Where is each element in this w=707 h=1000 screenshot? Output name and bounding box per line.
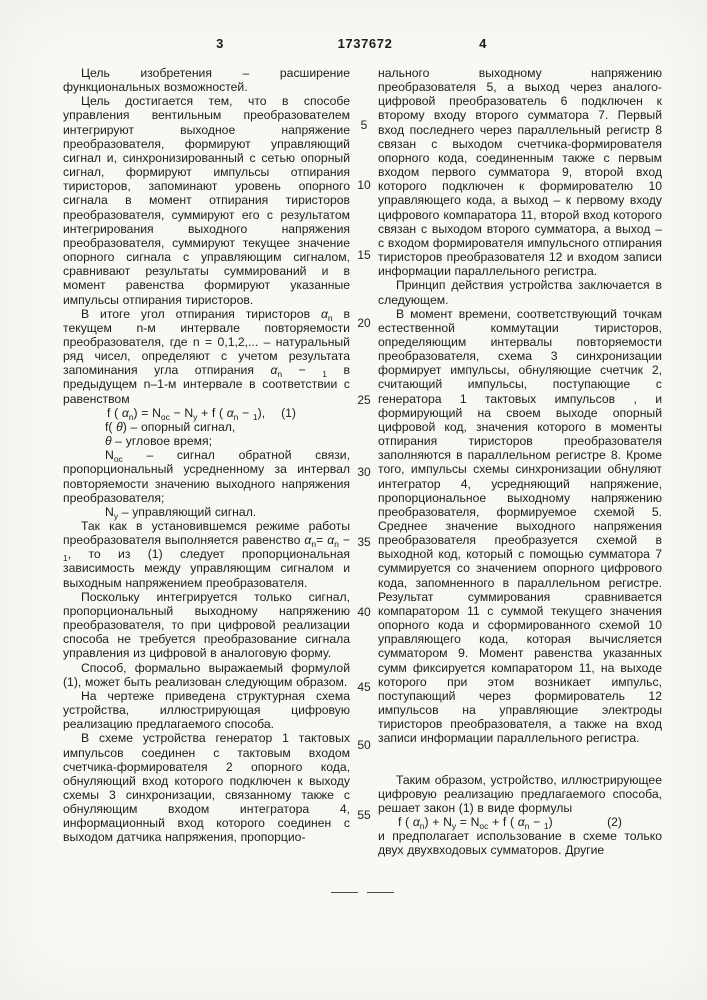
line-number: 40 bbox=[357, 605, 371, 619]
formula-body: f ( $\alpha_n) = N_{ос} - N_у + f$ ( $\alpha_n - _1$), bbox=[107, 405, 266, 422]
paragraph: В итоге угол отпирания тиристоров $\alpha_n$ в текущем n-м интервале повторяемости преобразователя, где n = 0,1,2,... – натуральный ряд чисел, определяют с учетом результата запоминания угла отпирания $\alpha_n - _1$ в предыдущем n–1-м интервале в соответствии с равенством bbox=[63, 306, 350, 406]
end-of-text-dash bbox=[367, 892, 394, 893]
formula-number: (1) bbox=[281, 405, 296, 420]
paragraph: Цель достигается тем, что в способе управления вентильным преобразователем интегрируют выходное напряжение преобразователя, формируют управляющий сигнал и, синхронизированный с сетью опорный сигнал, формируют импульсы отпирания тиристоров, запоминают уровень опорного сигнала в момент отпирания тиристоров преобразователя, суммируют его с результатом интегрирования выходного напряжения преобразователя, суммируют текущее значение опорного сигнала с управляющим сигналом, сравнивают результаты суммирований и в момент равенства формируют указанные импульсы отпирания тиристоров. bbox=[63, 94, 350, 307]
formula-body: f ( $\alpha_n) + N_у = N_{ос} + f$ ( $\alpha_n - _1$) bbox=[398, 814, 553, 831]
paragraph: $N_у$ – управляющий сигнал. bbox=[105, 504, 257, 521]
paragraph: Так как в установившемся режиме работы преобразователя выполняется равенство $\alpha_n= \alpha_n - _1$, то из (1) следует пропорциональная зависимость между управляющим сигналом и выходным напряжением преобразователя. bbox=[63, 519, 350, 590]
page-number-left: 3 bbox=[216, 36, 224, 51]
formula bbox=[63, 406, 350, 420]
paragraph: В схеме устройства генератор 1 тактовых импульсов соединен с тактовым входом счетчика-формирователя 2 опорного кода, обнуляющий вход которого подключен к выходу схемы 3 синхронизации, связанному также с обнуляющим входом интегратора 4, информационный вход которого соединен с выходом датчика напряжения, пропорцио- bbox=[63, 731, 350, 845]
paragraph: Принцип действия устройства заключается в следующем. bbox=[378, 278, 662, 307]
paragraph: и предполагает использование в схеме только двух двухвходовых сумматоров. Другие bbox=[378, 829, 662, 858]
line-number: 25 bbox=[357, 393, 371, 407]
line-number: 50 bbox=[357, 738, 371, 752]
formula bbox=[378, 815, 662, 829]
line-number: 10 bbox=[357, 178, 371, 192]
line-number: 15 bbox=[357, 248, 371, 262]
paragraph: Способ, формально выражаемый формулой (1), может быть реализован следующим образом. bbox=[63, 660, 350, 689]
paragraph: В момент времени, соответствующий точкам естественной коммутации тиристоров, определяющим интервалы повторяемости преобразователя, схема 3 синхронизации формирует импульсы, обнуляющие счетчик 2, считающий импульсы, поступающие с генератора 1 тактовых импульсов , и формирующий на своем выходе опорный цифровой код, значения которого в моменты отпирания тиристоров преобразователя заполняются в параллельном регистре 8. Кроме того, импульсы схемы синхронизации обнуляют интегратор 4, усредняющий напряжение, пропорциональное выходному напряжению преобразователя, формируемое схемой 5. Среднее значение выходного напряжения преобразователя преобразуется схемой в выходной код, который с помощью сумматора 7 суммируется со значением опорного цифрового кода, запомненного в параллельном регистре. Результат суммирования сравнивается компаратором 11 с суммой текущего значения опорного кода и сформированного схемой 10 управляющего кода, которая вычисляется сумматором 9. Момент равенства указанных сумм фиксируется компаратором 11, на выходе которого при этом возникает импульс, поступающий через формирователь 12 импульсов на управляющие электроды тиристоров преобразователя, а также на вход записи информации параллельного регистра. bbox=[378, 306, 662, 746]
right-text-column bbox=[378, 66, 662, 857]
paragraph: $N_{ос}$ – сигнал обратной связи, пропорциональный усредненному за интервал повторяемости значению выходного напряжения преобразователя; bbox=[63, 448, 350, 505]
formula-number: (2) bbox=[607, 814, 622, 829]
line-number: 20 bbox=[357, 316, 371, 330]
line-number: 55 bbox=[357, 808, 371, 822]
end-of-text-dash bbox=[331, 892, 358, 893]
paragraph: На чертеже приведена структурная схема устройства, иллюстрирующая цифровую реализацию предлагаемого способа. bbox=[63, 688, 350, 732]
line-number: 30 bbox=[357, 465, 371, 479]
line-number: 45 bbox=[357, 680, 371, 694]
paragraph: θ – угловое время; bbox=[105, 434, 213, 449]
patent-number: 1737672 bbox=[337, 36, 393, 51]
paragraph: Поскольку интегрируется только сигнал, пропорциональный выходному напряжению преобразователя, то при цифровой реализации способа не требуется преобразование сигнала управления из цифровой в аналоговую форму. bbox=[63, 589, 350, 661]
left-text-column bbox=[63, 66, 350, 845]
paragraph: нального выходному напряжению преобразователя 5, а выход через аналого-цифровой преобразователь 6 подключен к второму входу второго сумматора 7. Первый вход последнего через параллельный регистр 8 связан с выходом счетчика-формирователя опорного кода, соединенным также с первым входом первого сумматора 9, второй вход которого подключен к формирователю 10 управляющего кода, а выход – к первому входу цифрового компаратора 11, второй вход которого связан с выходом второго сумматора, а выход – с входом формирователя импульсного отпирания тиристоров преобразователя 12 и входом записи информации параллельного регистра. bbox=[378, 66, 662, 279]
page-number-right: 4 bbox=[479, 36, 487, 51]
paragraph: f( θ) – опорный сигнал, bbox=[105, 419, 236, 434]
line-number: 35 bbox=[357, 535, 371, 549]
paragraph: Таким образом, устройство, иллюстрирующее цифровую реализацию предлагаемого способа, решает закон (1) в виде формулы bbox=[378, 772, 662, 815]
paragraph: Цель изобретения – расширение функциональных возможностей. bbox=[63, 66, 350, 95]
line-number: 5 bbox=[360, 118, 368, 132]
